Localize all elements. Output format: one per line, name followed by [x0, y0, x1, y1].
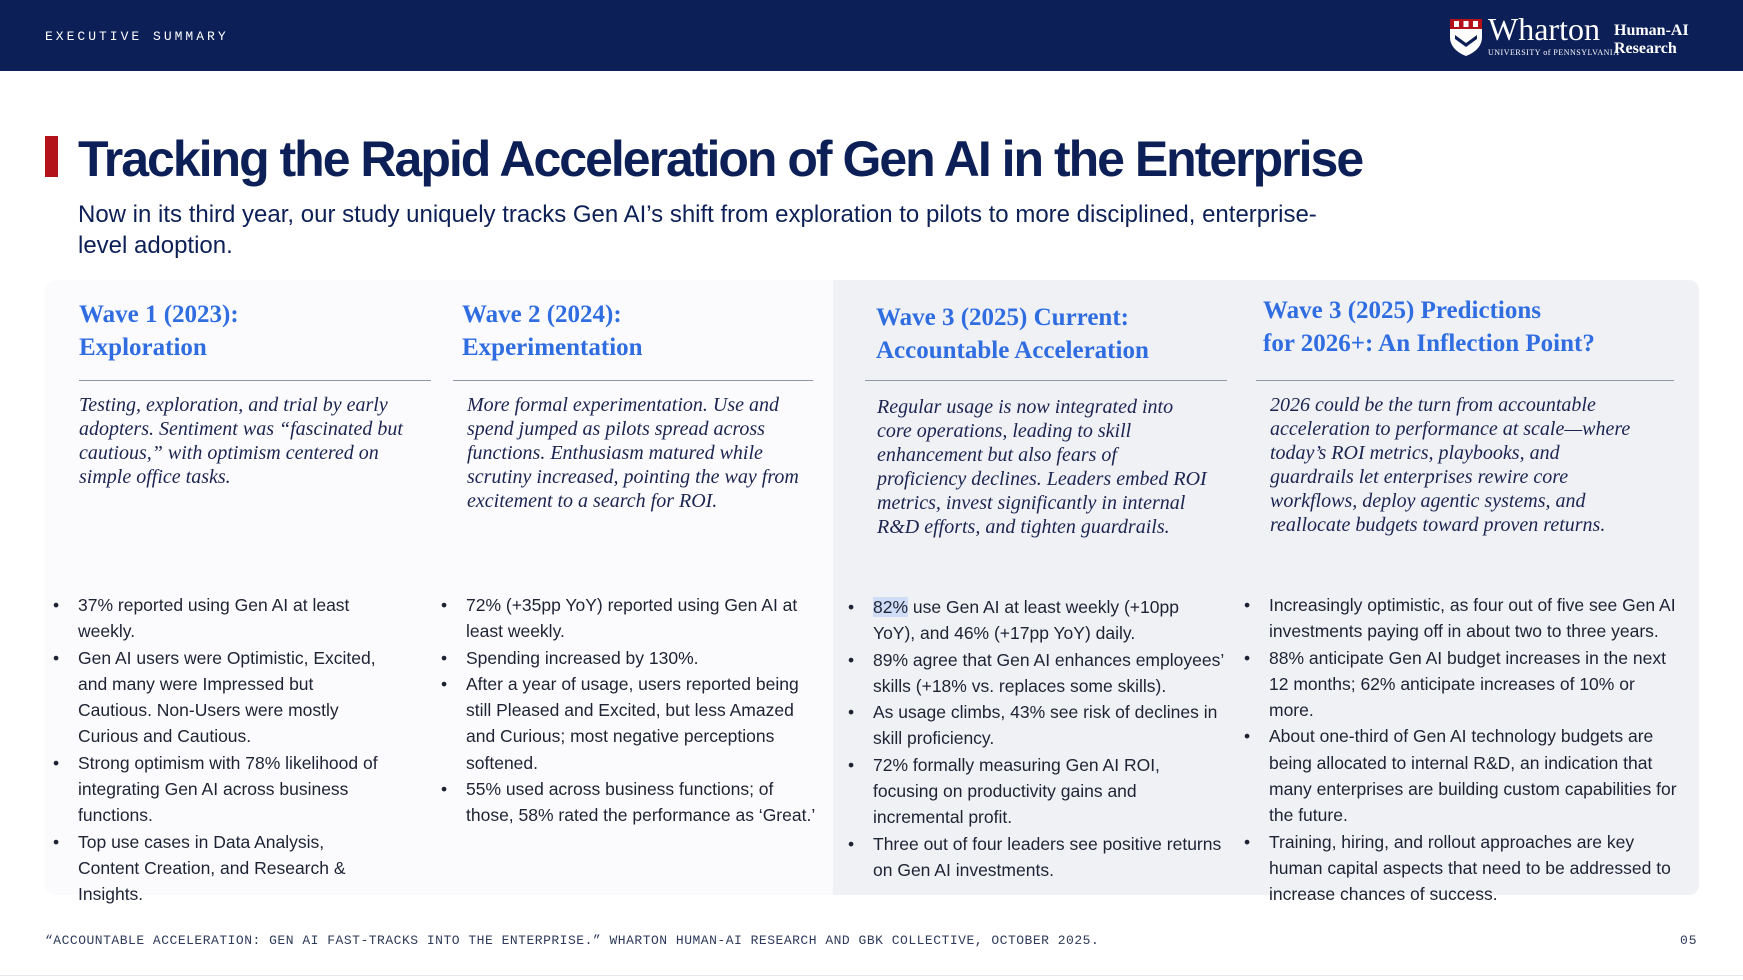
wave2-divider: [453, 380, 813, 381]
list-item: • As usage climbs, 43% see risk of declines in skill proficiency.: [873, 699, 1225, 752]
list-item: • 72% formally measuring Gen AI ROI, focusing on productivity gains and incremental profit.: [873, 752, 1225, 831]
bottom-divider: [0, 975, 1743, 976]
wave3-predictions-heading: [1263, 294, 1683, 360]
wave2-description: More formal experimentation. Use and spend jumped as pilots spread across functions. Enthusiasm matured while scrutiny increased, pointing the way from excitement to a search for ROI.: [467, 394, 799, 512]
list-item: • After a year of usage, users reported being still Pleased and Excited, but less Amazed and Curious; most negative perceptions softened.: [466, 671, 818, 776]
wave1-heading: [79, 298, 419, 364]
research-line: Research: [1614, 40, 1677, 57]
wave1-bullets: [78, 592, 390, 908]
human-ai-line: Human-AI: [1614, 22, 1689, 39]
wave3-predictions-divider: [1256, 380, 1674, 381]
wave3-current-heading-line2: Accountable Acceleration: [876, 337, 1149, 364]
page-number: 05: [1680, 933, 1698, 948]
footer-citation: “ACCOUNTABLE ACCELERATION: GEN AI FAST-TRACKS INTO THE ENTERPRISE.” WHARTON HUMAN-AI RESEARCH AND GBK COLLECTIVE, OCTOBER 2025.: [45, 933, 1100, 948]
human-ai-research-label: [1614, 22, 1689, 58]
wave1-divider: [79, 380, 431, 381]
list-item: • 72% (+35pp YoY) reported using Gen AI at least weekly.: [466, 592, 818, 645]
page-subtitle: Now in its third year, our study uniquely tracks Gen AI’s shift from exploration to pilots to more disciplined, enterprise-level adoption.: [78, 201, 1317, 259]
penn-shield-icon: [1448, 17, 1484, 57]
list-item: • Gen AI users were Optimistic, Excited, and many were Impressed but Cautious. Non-Users were mostly Curious and Cautious.: [78, 645, 390, 750]
list-item: • 37% reported using Gen AI at least weekly.: [78, 592, 390, 645]
page-title: Tracking the Rapid Acceleration of Gen AI in the Enterprise: [78, 131, 1363, 187]
wave1-description: Testing, exploration, and trial by early adopters. Sentiment was “fascinated but cautious,” with optimism centered on simple office tasks.: [79, 394, 403, 488]
list-item: • About one-third of Gen AI technology budgets are being allocated to internal R&D, an indication that many enterprises are building custom capabilities for the future.: [1269, 723, 1679, 828]
highlighted-stat: 82%: [873, 597, 909, 617]
wave3-current-heading: [876, 301, 1236, 367]
wharton-logo-text: Wharton: [1488, 11, 1600, 47]
list-item: • Spending increased by 130%.: [466, 645, 818, 671]
wave3-predictions-heading-line2: for 2026+: An Inflection Point?: [1263, 330, 1595, 357]
upenn-logo-subtext: UNIVERSITY of PENNSYLVANIA: [1488, 48, 1620, 57]
list-item: • 55% used across business functions; of those, 58% rated the performance as ‘Great.’: [466, 776, 818, 829]
wave3-current-bullets: [873, 594, 1225, 883]
list-item: • 88% anticipate Gen AI budget increases in the next 12 months; 62% anticipate increases of 10% or more.: [1269, 645, 1679, 724]
wave2-heading-line1: Wave 2 (2024):: [462, 301, 622, 328]
wave3-predictions-description: 2026 could be the turn from accountable acceleration to performance at scale—where today’s ROI metrics, playbooks, and guardrails let enterprises rewire core workflows, deploy agentic systems, and reallocate budgets toward proven returns.: [1270, 394, 1631, 536]
list-item-text: use Gen AI at least weekly (+10pp YoY), and 46% (+17pp YoY) daily.: [873, 597, 1179, 644]
wave1-heading-line2: Exploration: [79, 334, 207, 361]
list-item: • Top use cases in Data Analysis, Content Creation, and Research & Insights.: [78, 829, 390, 908]
list-item: • Training, hiring, and rollout approaches are key human capital aspects that need to be addressed to increase chances of success.: [1269, 829, 1679, 908]
wave3-current-description: Regular usage is now integrated into core operations, leading to skill enhancement but also fears of proficiency declines. Leaders embed ROI metrics, invest significantly in internal R&D efforts, and tighten guardrails.: [877, 396, 1207, 538]
list-item: • Strong optimism with 78% likelihood of integrating Gen AI across business functions.: [78, 750, 390, 829]
wave1-heading-line1: Wave 1 (2023):: [79, 301, 239, 328]
list-item: • Three out of four leaders see positive returns on Gen AI investments.: [873, 831, 1225, 884]
wave3-current-divider: [865, 380, 1227, 381]
list-item: [873, 594, 1225, 647]
wave3-predictions-bullets: [1269, 592, 1679, 908]
wave2-bullets: [466, 592, 818, 829]
wave3-predictions-heading-line1: Wave 3 (2025) Predictions: [1263, 297, 1541, 324]
list-item: • 89% agree that Gen AI enhances employees’ skills (+18% vs. replaces some skills).: [873, 647, 1225, 700]
list-item: • Increasingly optimistic, as four out of five see Gen AI investments paying off in about two to three years.: [1269, 592, 1679, 645]
wave2-heading-line2: Experimentation: [462, 334, 643, 361]
section-label: EXECUTIVE SUMMARY: [45, 29, 229, 44]
wave2-heading: [462, 298, 802, 364]
title-accent-bar: [45, 136, 58, 177]
wave3-current-heading-line1: Wave 3 (2025) Current:: [876, 304, 1129, 331]
